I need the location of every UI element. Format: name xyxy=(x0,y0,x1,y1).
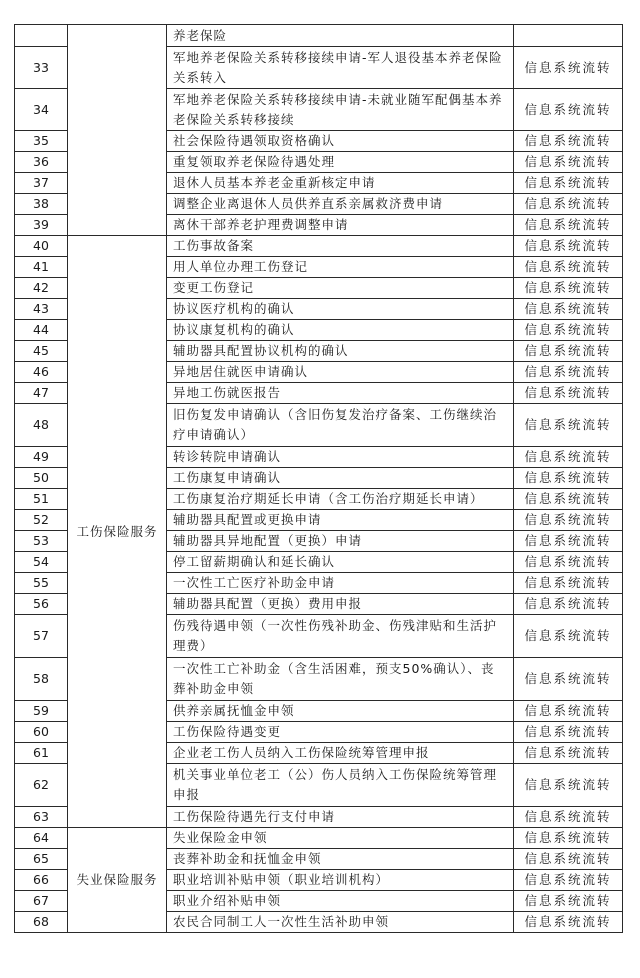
row-number-cell: 62 xyxy=(15,764,68,807)
processing-mode-cell: 信息系统流转 xyxy=(514,173,623,194)
row-number-cell: 41 xyxy=(15,257,68,278)
table-row xyxy=(15,828,623,849)
row-number-cell: 46 xyxy=(15,362,68,383)
item-name-cell: 一次性工亡补助金（含生活困难，预支50%确认）、丧葬补助金申领 xyxy=(167,658,514,701)
item-name-cell: 协议康复机构的确认 xyxy=(167,320,514,341)
processing-mode-cell: 信息系统流转 xyxy=(514,615,623,658)
processing-mode-cell: 信息系统流转 xyxy=(514,891,623,912)
item-name-cell: 工伤保险待遇先行支付申请 xyxy=(167,807,514,828)
item-name-cell: 重复领取养老保险待遇处理 xyxy=(167,152,514,173)
row-number-cell: 53 xyxy=(15,531,68,552)
row-number-cell: 38 xyxy=(15,194,68,215)
row-number-cell: 56 xyxy=(15,594,68,615)
row-number-cell: 39 xyxy=(15,215,68,236)
item-name-cell: 调整企业离退休人员供养直系亲属救济费申请 xyxy=(167,194,514,215)
table-row xyxy=(15,25,623,47)
row-number-cell: 58 xyxy=(15,658,68,701)
item-name-cell: 养老保险 xyxy=(167,25,514,47)
processing-mode-cell: 信息系统流转 xyxy=(514,849,623,870)
row-number-cell: 35 xyxy=(15,131,68,152)
processing-mode-cell xyxy=(514,25,623,47)
row-number-cell: 64 xyxy=(15,828,68,849)
processing-mode-cell: 信息系统流转 xyxy=(514,489,623,510)
item-name-cell: 一次性工亡医疗补助金申请 xyxy=(167,573,514,594)
row-number-cell: 47 xyxy=(15,383,68,404)
row-number-cell: 44 xyxy=(15,320,68,341)
item-name-cell: 职业培训补贴申领（职业培训机构） xyxy=(167,870,514,891)
item-name-cell: 工伤康复治疗期延长申请（含工伤治疗期延长申请） xyxy=(167,489,514,510)
processing-mode-cell: 信息系统流转 xyxy=(514,236,623,257)
item-name-cell: 异地居住就医申请确认 xyxy=(167,362,514,383)
row-number-cell: 55 xyxy=(15,573,68,594)
row-number-cell: 51 xyxy=(15,489,68,510)
item-name-cell: 辅助器具配置或更换申请 xyxy=(167,510,514,531)
processing-mode-cell: 信息系统流转 xyxy=(514,701,623,722)
item-name-cell: 丧葬补助金和抚恤金申领 xyxy=(167,849,514,870)
processing-mode-cell: 信息系统流转 xyxy=(514,89,623,131)
processing-mode-cell: 信息系统流转 xyxy=(514,552,623,573)
row-number-cell: 65 xyxy=(15,849,68,870)
item-name-cell: 失业保险金申领 xyxy=(167,828,514,849)
category-cell-injury: 工伤保险服务 xyxy=(68,236,167,828)
row-number-cell xyxy=(15,25,68,47)
item-name-cell: 辅助器具异地配置（更换）申请 xyxy=(167,531,514,552)
processing-mode-cell: 信息系统流转 xyxy=(514,658,623,701)
processing-mode-cell: 信息系统流转 xyxy=(514,870,623,891)
category-cell-unemployment: 失业保险服务 xyxy=(68,828,167,933)
processing-mode-cell: 信息系统流转 xyxy=(514,383,623,404)
processing-mode-cell: 信息系统流转 xyxy=(514,152,623,173)
processing-mode-cell: 信息系统流转 xyxy=(514,47,623,89)
processing-mode-cell: 信息系统流转 xyxy=(514,447,623,468)
row-number-cell: 34 xyxy=(15,89,68,131)
item-name-cell: 伤残待遇申领（一次性伤残补助金、伤残津贴和生活护理费） xyxy=(167,615,514,658)
processing-mode-cell: 信息系统流转 xyxy=(514,404,623,447)
item-name-cell: 旧伤复发申请确认（含旧伤复发治疗备案、工伤继续治疗申请确认） xyxy=(167,404,514,447)
processing-mode-cell: 信息系统流转 xyxy=(514,807,623,828)
row-number-cell: 42 xyxy=(15,278,68,299)
row-number-cell: 48 xyxy=(15,404,68,447)
item-name-cell: 职业介绍补贴申领 xyxy=(167,891,514,912)
row-number-cell: 66 xyxy=(15,870,68,891)
item-name-cell: 军地养老保险关系转移接续申请-军人退役基本养老保险关系转入 xyxy=(167,47,514,89)
row-number-cell: 54 xyxy=(15,552,68,573)
processing-mode-cell: 信息系统流转 xyxy=(514,299,623,320)
item-name-cell: 农民合同制工人一次性生活补助申领 xyxy=(167,912,514,933)
processing-mode-cell: 信息系统流转 xyxy=(514,341,623,362)
processing-mode-cell: 信息系统流转 xyxy=(514,320,623,341)
processing-mode-cell: 信息系统流转 xyxy=(514,531,623,552)
processing-mode-cell: 信息系统流转 xyxy=(514,722,623,743)
processing-mode-cell: 信息系统流转 xyxy=(514,510,623,531)
item-name-cell: 辅助器具配置（更换）费用申报 xyxy=(167,594,514,615)
item-name-cell: 军地养老保险关系转移接续申请-未就业随军配偶基本养老保险关系转移接续 xyxy=(167,89,514,131)
item-name-cell: 企业老工伤人员纳入工伤保险统筹管理申报 xyxy=(167,743,514,764)
item-name-cell: 离休干部养老护理费调整申请 xyxy=(167,215,514,236)
processing-mode-cell: 信息系统流转 xyxy=(514,278,623,299)
item-name-cell: 停工留薪期确认和延长确认 xyxy=(167,552,514,573)
row-number-cell: 61 xyxy=(15,743,68,764)
row-number-cell: 63 xyxy=(15,807,68,828)
row-number-cell: 50 xyxy=(15,468,68,489)
processing-mode-cell: 信息系统流转 xyxy=(514,764,623,807)
row-number-cell: 59 xyxy=(15,701,68,722)
row-number-cell: 52 xyxy=(15,510,68,531)
item-name-cell: 工伤康复申请确认 xyxy=(167,468,514,489)
row-number-cell: 49 xyxy=(15,447,68,468)
row-number-cell: 43 xyxy=(15,299,68,320)
item-name-cell: 协议医疗机构的确认 xyxy=(167,299,514,320)
processing-mode-cell: 信息系统流转 xyxy=(514,594,623,615)
processing-mode-cell: 信息系统流转 xyxy=(514,131,623,152)
table-body xyxy=(15,25,623,933)
item-name-cell: 供养亲属抚恤金申领 xyxy=(167,701,514,722)
row-number-cell: 45 xyxy=(15,341,68,362)
processing-mode-cell: 信息系统流转 xyxy=(514,362,623,383)
item-name-cell: 异地工伤就医报告 xyxy=(167,383,514,404)
row-number-cell: 40 xyxy=(15,236,68,257)
item-name-cell: 用人单位办理工伤登记 xyxy=(167,257,514,278)
processing-mode-cell: 信息系统流转 xyxy=(514,828,623,849)
processing-mode-cell: 信息系统流转 xyxy=(514,573,623,594)
row-number-cell: 57 xyxy=(15,615,68,658)
row-number-cell: 33 xyxy=(15,47,68,89)
processing-mode-cell: 信息系统流转 xyxy=(514,912,623,933)
item-name-cell: 社会保险待遇领取资格确认 xyxy=(167,131,514,152)
item-name-cell: 变更工伤登记 xyxy=(167,278,514,299)
item-name-cell: 工伤事故备案 xyxy=(167,236,514,257)
item-name-cell: 退休人员基本养老金重新核定申请 xyxy=(167,173,514,194)
item-name-cell: 机关事业单位老工（公）伤人员纳入工伤保险统筹管理申报 xyxy=(167,764,514,807)
row-number-cell: 60 xyxy=(15,722,68,743)
item-name-cell: 工伤保险待遇变更 xyxy=(167,722,514,743)
row-number-cell: 68 xyxy=(15,912,68,933)
processing-mode-cell: 信息系统流转 xyxy=(514,215,623,236)
row-number-cell: 67 xyxy=(15,891,68,912)
row-number-cell: 37 xyxy=(15,173,68,194)
processing-mode-cell: 信息系统流转 xyxy=(514,468,623,489)
row-number-cell: 36 xyxy=(15,152,68,173)
processing-mode-cell: 信息系统流转 xyxy=(514,194,623,215)
category-cell-pension xyxy=(68,25,167,236)
item-name-cell: 转诊转院申请确认 xyxy=(167,447,514,468)
item-name-cell: 辅助器具配置协议机构的确认 xyxy=(167,341,514,362)
service-items-table xyxy=(14,24,623,933)
processing-mode-cell: 信息系统流转 xyxy=(514,257,623,278)
processing-mode-cell: 信息系统流转 xyxy=(514,743,623,764)
table-row xyxy=(15,236,623,257)
